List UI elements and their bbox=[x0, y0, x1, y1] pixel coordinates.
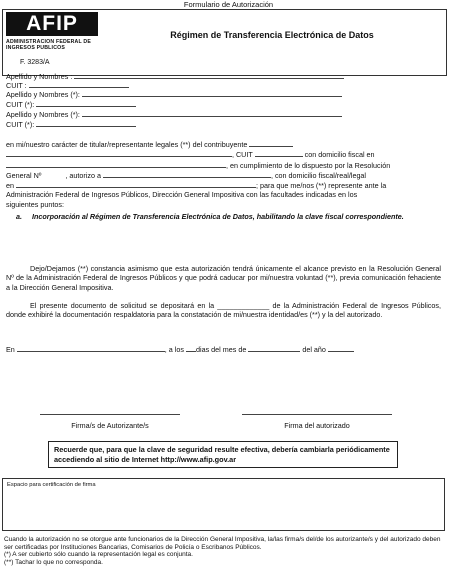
certification-box bbox=[2, 478, 445, 531]
deposit-paragraph: El presente documento de solicitud se depositará en la _____________ de la Administración Federal de Ingresos Públicos, donde exhibiré la documentación respaldatoria para la constatación de mi/nuestra identidad/es (**) y la del autorizado. bbox=[6, 301, 441, 320]
field-blank bbox=[74, 71, 344, 79]
field-label: Apellido y Nombres : bbox=[6, 72, 73, 81]
item-a-letter: a. bbox=[16, 212, 22, 221]
item-a-text: Incorporación al Régimen de Transferencia Electrónica de Datos, habilitando la clave fiscal correspondiente. bbox=[32, 212, 404, 221]
regime-title: Régimen de Transferencia Electrónica de Datos bbox=[170, 30, 374, 40]
signature-label-right: Firma del autorizado bbox=[284, 421, 350, 430]
field-blank bbox=[29, 80, 129, 88]
footnote-certification: Cuando la autorización no se otorgue ante funcionarios de la Dirección General Impositiva, la/las firma/s del/de los autorizante/s y del autorizado deben ser certificadas por Instituciones Bancarias, Comisarios de Policía o Escribanos Públicos. bbox=[4, 536, 441, 551]
field-label: Apellido y Nombres (*): bbox=[6, 90, 80, 99]
signature-label-left: Firma/s de Autorizante/s bbox=[71, 421, 149, 430]
date-line: En , a los dias del mes de del año bbox=[6, 344, 354, 354]
field-label: CUIT : bbox=[6, 81, 27, 90]
security-note: Recuerde que, para que la clave de seguridad resulte efectiva, debería cambiarla periódicamente accediendo al sitio de Internet http://www.afip.gov.ar bbox=[48, 441, 398, 468]
field-blank bbox=[36, 99, 136, 107]
field-label: Apellido y Nombres (*): bbox=[6, 110, 80, 119]
form-code: F. 3283/A bbox=[20, 59, 50, 66]
field-blank bbox=[82, 109, 342, 117]
field-row-4 bbox=[6, 99, 136, 109]
field-label: CUIT (*): bbox=[6, 120, 35, 129]
field-blank bbox=[36, 119, 136, 127]
constancia-paragraph: Dejo/Dejamos (**) constancia asimismo que esta autorización tendrá únicamente el alcance previsto en la Resolución General Nº de la Administración Federal de Ingresos Públicos y que podrá caducar por mi/nuestra voluntad (**), previa comunicación fehaciente a la Dirección General Impositiva. bbox=[6, 264, 441, 292]
field-label: CUIT (*): bbox=[6, 100, 35, 109]
footnotes bbox=[4, 536, 444, 566]
signature-line-right bbox=[242, 414, 392, 415]
certification-label: Espacio para certificación de firma bbox=[7, 482, 96, 488]
signature-line-left bbox=[40, 414, 180, 415]
field-blank bbox=[82, 89, 342, 97]
field-row-5 bbox=[6, 109, 342, 119]
field-row-6 bbox=[6, 119, 136, 129]
afip-logo bbox=[6, 12, 98, 70]
authorization-paragraph: en mi/nuestro carácter de titular/representante legales (**) del contribuyente , CUIT con domicilio fiscal en , en cumplimiento de lo dispuesto por la Resolución General Nº , autorizo a , con domicilio fiscal/real/legal en ; para que me/nos (**) represente ante la Administración Federal de Ingresos Públicos, Dirección General Impositiva con las facultades indicadas en los siguientes puntos: bbox=[6, 140, 391, 209]
logo-name: AFIP bbox=[6, 12, 98, 36]
footnote-strike: (**) Tachar lo que no corresponda. bbox=[4, 558, 103, 566]
logo-subtitle: ADMINISTRACION FEDERAL DE INGRESOS PUBLICOS bbox=[6, 39, 92, 51]
footnote-joint: (*) A ser cubierto sólo cuando la representación legal es conjunta. bbox=[4, 551, 193, 558]
field-row-3 bbox=[6, 89, 342, 99]
form-title: Formulario de Autorización bbox=[183, 0, 274, 9]
